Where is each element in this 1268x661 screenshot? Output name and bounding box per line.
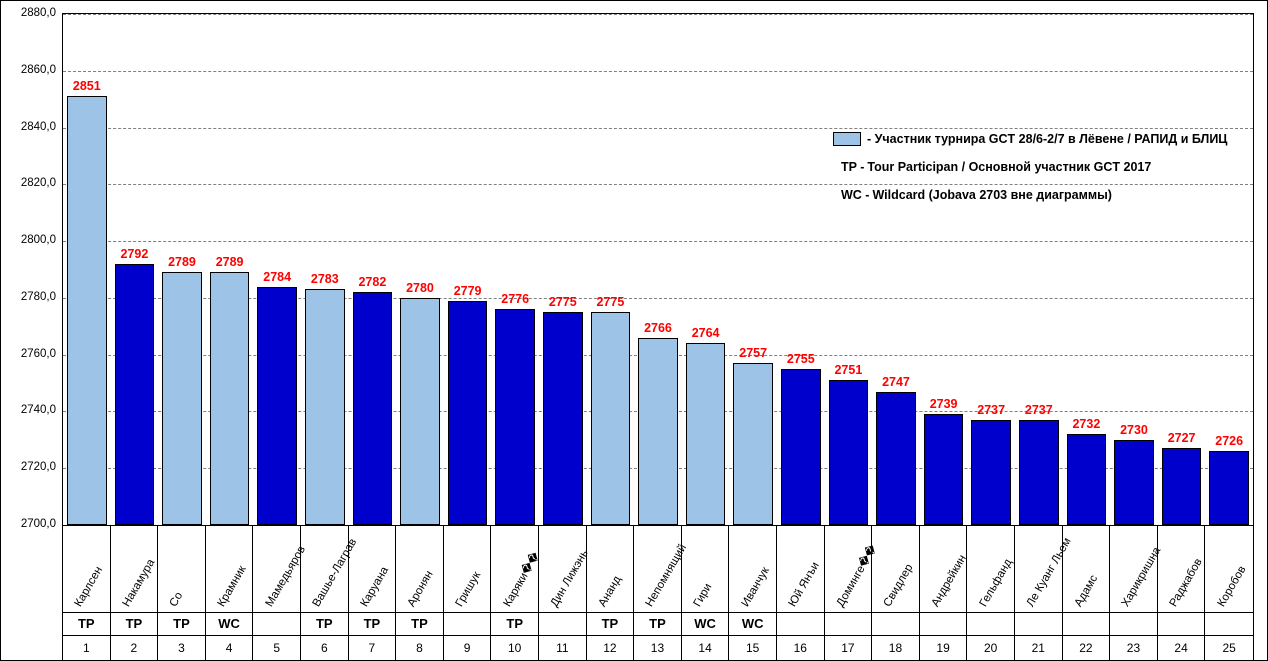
y-tick-label: 2780,0: [20, 290, 56, 303]
bar[interactable]: [67, 96, 107, 525]
x-axis-player-name: Аронян: [406, 568, 437, 609]
bar-column[interactable]: [1110, 14, 1158, 525]
bar-value-label: 2732: [1072, 417, 1101, 432]
bar-value-label: 2751: [834, 363, 863, 378]
x-axis-tag: TP: [301, 612, 348, 635]
x-axis-rank: 17: [825, 635, 872, 661]
bar-value-label: 2737: [1024, 402, 1053, 417]
x-axis-player-name: Юй Янъи: [786, 560, 823, 609]
bar-value-label: 2755: [786, 351, 815, 366]
x-axis-player-name: Дин Лижэнь: [548, 547, 592, 609]
legend-swatch-light: [833, 132, 861, 146]
x-axis-tag: [1015, 612, 1062, 635]
bar-value-label: 2726: [1215, 434, 1244, 449]
x-axis-player-name: Харикришна: [1120, 545, 1164, 609]
x-axis-tag: WC: [682, 612, 729, 635]
x-axis-column: [682, 525, 730, 661]
bar[interactable]: [971, 420, 1011, 525]
bar[interactable]: [1209, 451, 1249, 525]
x-axis-rank: 12: [587, 635, 634, 661]
bar[interactable]: [1019, 420, 1059, 525]
bar[interactable]: [115, 264, 155, 525]
x-axis-player-name: Андрейкин: [929, 552, 969, 609]
x-axis-tag: [1205, 612, 1253, 635]
x-axis-column: [777, 525, 825, 661]
x-axis-rank: 7: [349, 635, 396, 661]
bar[interactable]: [781, 369, 821, 525]
x-axis-tag: [1110, 612, 1157, 635]
bar-column[interactable]: [682, 14, 730, 525]
y-tick-label: 2700,0: [20, 518, 56, 530]
bar[interactable]: [1067, 434, 1107, 525]
x-axis-tag: [253, 612, 300, 635]
y-tick-label: 2820,0: [20, 177, 56, 190]
x-axis-tag: TP: [587, 612, 634, 635]
x-axis-tag: [825, 612, 872, 635]
x-axis-rank: 3: [158, 635, 205, 661]
bar-value-label: 2783: [310, 272, 339, 287]
bar-value-label: 2851: [72, 79, 101, 94]
x-axis-tag: TP: [396, 612, 443, 635]
bar[interactable]: [495, 309, 535, 525]
bar-value-label: 2766: [644, 320, 672, 335]
bar-column[interactable]: [777, 14, 825, 525]
x-axis-player-name: Доминге��: [834, 543, 880, 609]
x-axis-player-name: Свидлер: [882, 562, 917, 609]
x-axis-column: [967, 525, 1015, 661]
x-axis-rank: 1: [63, 635, 110, 661]
bar[interactable]: [924, 414, 964, 525]
legend-label-participant: - Участник турнира GCT 28/6-2/7 в Лёвене / РАПИД и БЛИЦ: [867, 132, 1228, 146]
bar-column[interactable]: [920, 14, 968, 525]
x-axis-player-name: Адамс: [1072, 573, 1101, 609]
x-axis-tag: [1158, 612, 1205, 635]
x-axis-player-name: Каряки��: [501, 550, 543, 609]
y-tick-label: 2760,0: [20, 347, 56, 360]
x-axis-tag: [967, 612, 1014, 635]
bar-value-label: 2792: [120, 246, 149, 261]
bar-column[interactable]: [539, 14, 587, 525]
x-axis-column: [1110, 525, 1164, 661]
x-axis-column: [301, 525, 360, 661]
bar-column[interactable]: [206, 14, 254, 525]
y-tick-label: 2740,0: [20, 404, 56, 417]
plot-area: [62, 13, 1254, 526]
x-axis-table: [62, 525, 1254, 661]
bar-value-label: 2730: [1120, 422, 1148, 437]
x-axis-tag: TP: [349, 612, 396, 635]
x-axis-player-name: Каруана: [358, 564, 391, 609]
bar[interactable]: [257, 287, 297, 525]
y-tick-label: 2860,0: [20, 63, 56, 76]
x-axis-player-name: Ле Куанг Льем: [1024, 535, 1075, 609]
x-axis-tag: [872, 612, 919, 635]
x-axis-player-name: Раджабов: [1167, 556, 1205, 609]
x-axis-column: [1205, 525, 1253, 661]
bar-value-label: 2739: [929, 397, 958, 412]
x-axis-tag: TP: [491, 612, 538, 635]
bar-column[interactable]: [967, 14, 1015, 525]
legend-abbr-wc: WC -: [841, 188, 870, 202]
y-tick-label: 2840,0: [20, 120, 56, 133]
x-axis-column: [349, 525, 397, 661]
bar-value-label: 2782: [358, 275, 387, 290]
bar-column[interactable]: [729, 14, 777, 525]
bar-column[interactable]: [872, 14, 920, 525]
bar[interactable]: [400, 298, 440, 525]
bar-value-label: 2780: [406, 280, 434, 295]
bar[interactable]: [686, 343, 726, 525]
bar-value-label: 2779: [453, 283, 482, 298]
bar-column[interactable]: [253, 14, 301, 525]
bar-column[interactable]: [1158, 14, 1206, 525]
bar[interactable]: [353, 292, 393, 525]
bar-value-label: 2764: [691, 326, 720, 341]
bar-value-label: 2775: [548, 295, 577, 310]
legend-abbr-tp: TP -: [841, 160, 865, 174]
x-axis-player-name: Гельфанд: [977, 557, 1015, 609]
x-axis-rank: 6: [301, 635, 348, 661]
x-axis-column: [825, 525, 880, 661]
bar[interactable]: [638, 338, 678, 525]
bar-column[interactable]: [634, 14, 682, 525]
bar[interactable]: [829, 380, 869, 525]
bar-value-label: 2784: [263, 269, 292, 284]
x-axis-rank: 18: [872, 635, 919, 661]
bar-value-label: 2737: [977, 402, 1006, 417]
x-axis-rank: 13: [634, 635, 681, 661]
x-axis-rank: 16: [777, 635, 824, 661]
y-tick-label: 2880,0: [20, 7, 56, 19]
legend-item-tp: [841, 160, 1268, 174]
bar-column[interactable]: [396, 14, 444, 525]
legend-label-tp: Tour Participan / Основной участник GCT 2017: [867, 160, 1152, 174]
x-axis-tag: TP: [634, 612, 681, 635]
x-axis-player-name: Крамник: [215, 563, 249, 609]
bar-column[interactable]: [349, 14, 397, 525]
bar-value-label: 2789: [168, 255, 196, 270]
bar[interactable]: [1114, 440, 1154, 525]
x-axis-player-name: Накамура: [120, 557, 158, 609]
legend-item-participant: [833, 132, 1268, 146]
bar[interactable]: [162, 272, 202, 525]
bar-series: [63, 14, 1253, 525]
bar-value-label: 2775: [596, 295, 625, 310]
bar-column[interactable]: [491, 14, 539, 525]
x-axis-player-name: Коробов: [1215, 564, 1249, 609]
x-axis-player-name: Карлсен: [72, 564, 106, 609]
bar[interactable]: [543, 312, 583, 525]
x-axis-column: [253, 525, 308, 661]
x-axis-player-name: Иванчук: [739, 565, 772, 609]
x-axis-tag: WC: [729, 612, 776, 635]
x-axis-tag: [444, 612, 491, 635]
bar[interactable]: [876, 392, 916, 525]
x-axis-tag: TP: [158, 612, 205, 635]
bar-value-label: 2789: [215, 255, 244, 270]
x-axis-player-name: Ананд: [596, 574, 624, 609]
bar[interactable]: [733, 363, 773, 525]
x-axis-player-name: Гришук: [453, 569, 484, 609]
x-axis-rank: 10: [491, 635, 538, 661]
bar-column[interactable]: [825, 14, 873, 525]
legend: [833, 132, 1268, 216]
x-axis-tag: [539, 612, 586, 635]
x-axis-column: [1015, 525, 1075, 661]
x-axis-rank: 19: [920, 635, 967, 661]
bar-column[interactable]: [444, 14, 492, 525]
x-axis-rank: 21: [1015, 635, 1062, 661]
x-axis-rank: 24: [1158, 635, 1205, 661]
x-axis-column: [634, 525, 690, 661]
x-axis-column: [872, 525, 920, 661]
bar[interactable]: [210, 272, 250, 525]
x-axis-rank: 23: [1110, 635, 1157, 661]
bar-value-label: 2747: [882, 374, 910, 389]
x-axis-rank: 9: [444, 635, 491, 661]
x-axis-rank: 8: [396, 635, 443, 661]
x-axis-tag: TP: [111, 612, 158, 635]
bar-column[interactable]: [1015, 14, 1063, 525]
x-axis-column: [1063, 525, 1111, 661]
x-axis-rank: 22: [1063, 635, 1110, 661]
x-axis-tag: [920, 612, 967, 635]
bar-column[interactable]: [1063, 14, 1111, 525]
x-axis-column: [158, 525, 206, 661]
x-axis-player-name: Непомнящий: [644, 542, 690, 609]
x-axis-rank: 20: [967, 635, 1014, 661]
x-axis-column: [206, 525, 254, 661]
bar-column[interactable]: [587, 14, 635, 525]
x-axis-tag: [777, 612, 824, 635]
x-axis-column: [111, 525, 159, 661]
x-axis-column: [491, 525, 543, 661]
x-axis-rank: 4: [206, 635, 253, 661]
x-axis-column: [539, 525, 592, 661]
y-tick-label: 2800,0: [20, 234, 56, 247]
x-axis-column: [396, 525, 444, 661]
x-axis-column: [729, 525, 777, 661]
legend-item-wc: [841, 188, 1268, 202]
x-axis-column: [63, 525, 111, 661]
bar[interactable]: [305, 289, 345, 525]
bar-column[interactable]: [63, 14, 111, 525]
bar-column[interactable]: [111, 14, 159, 525]
bar[interactable]: [448, 301, 488, 525]
x-axis-column: [920, 525, 968, 661]
x-axis-column: [587, 525, 635, 661]
x-axis-tag: WC: [206, 612, 253, 635]
bar[interactable]: [1162, 448, 1202, 525]
x-axis-rank: 14: [682, 635, 729, 661]
x-axis-player-name: Гири: [691, 581, 715, 609]
y-tick-label: 2720,0: [20, 461, 56, 474]
bar-column[interactable]: [158, 14, 206, 525]
x-axis-rank: 5: [253, 635, 300, 661]
bar-column[interactable]: [301, 14, 349, 525]
x-axis-rank: 11: [539, 635, 586, 661]
bar-value-label: 2727: [1167, 431, 1196, 446]
x-axis-player-name: Со: [168, 590, 186, 609]
legend-label-wc: Wildcard (Jobava 2703 вне диаграммы): [872, 188, 1112, 202]
bar-value-label: 2776: [501, 292, 530, 307]
x-axis-rank: 15: [729, 635, 776, 661]
x-axis-tag: [1063, 612, 1110, 635]
x-axis-rank: 25: [1205, 635, 1253, 661]
bar-value-label: 2757: [739, 346, 768, 361]
bar[interactable]: [591, 312, 631, 525]
x-axis-player-name: Вашье-Лаграв: [310, 536, 360, 609]
x-axis-column: [444, 525, 492, 661]
x-axis-column: [1158, 525, 1206, 661]
x-axis-rank: 2: [111, 635, 158, 661]
x-axis-player-name: Мамедьяров: [263, 544, 308, 609]
bar-column[interactable]: [1205, 14, 1253, 525]
x-axis-tag: TP: [63, 612, 110, 635]
